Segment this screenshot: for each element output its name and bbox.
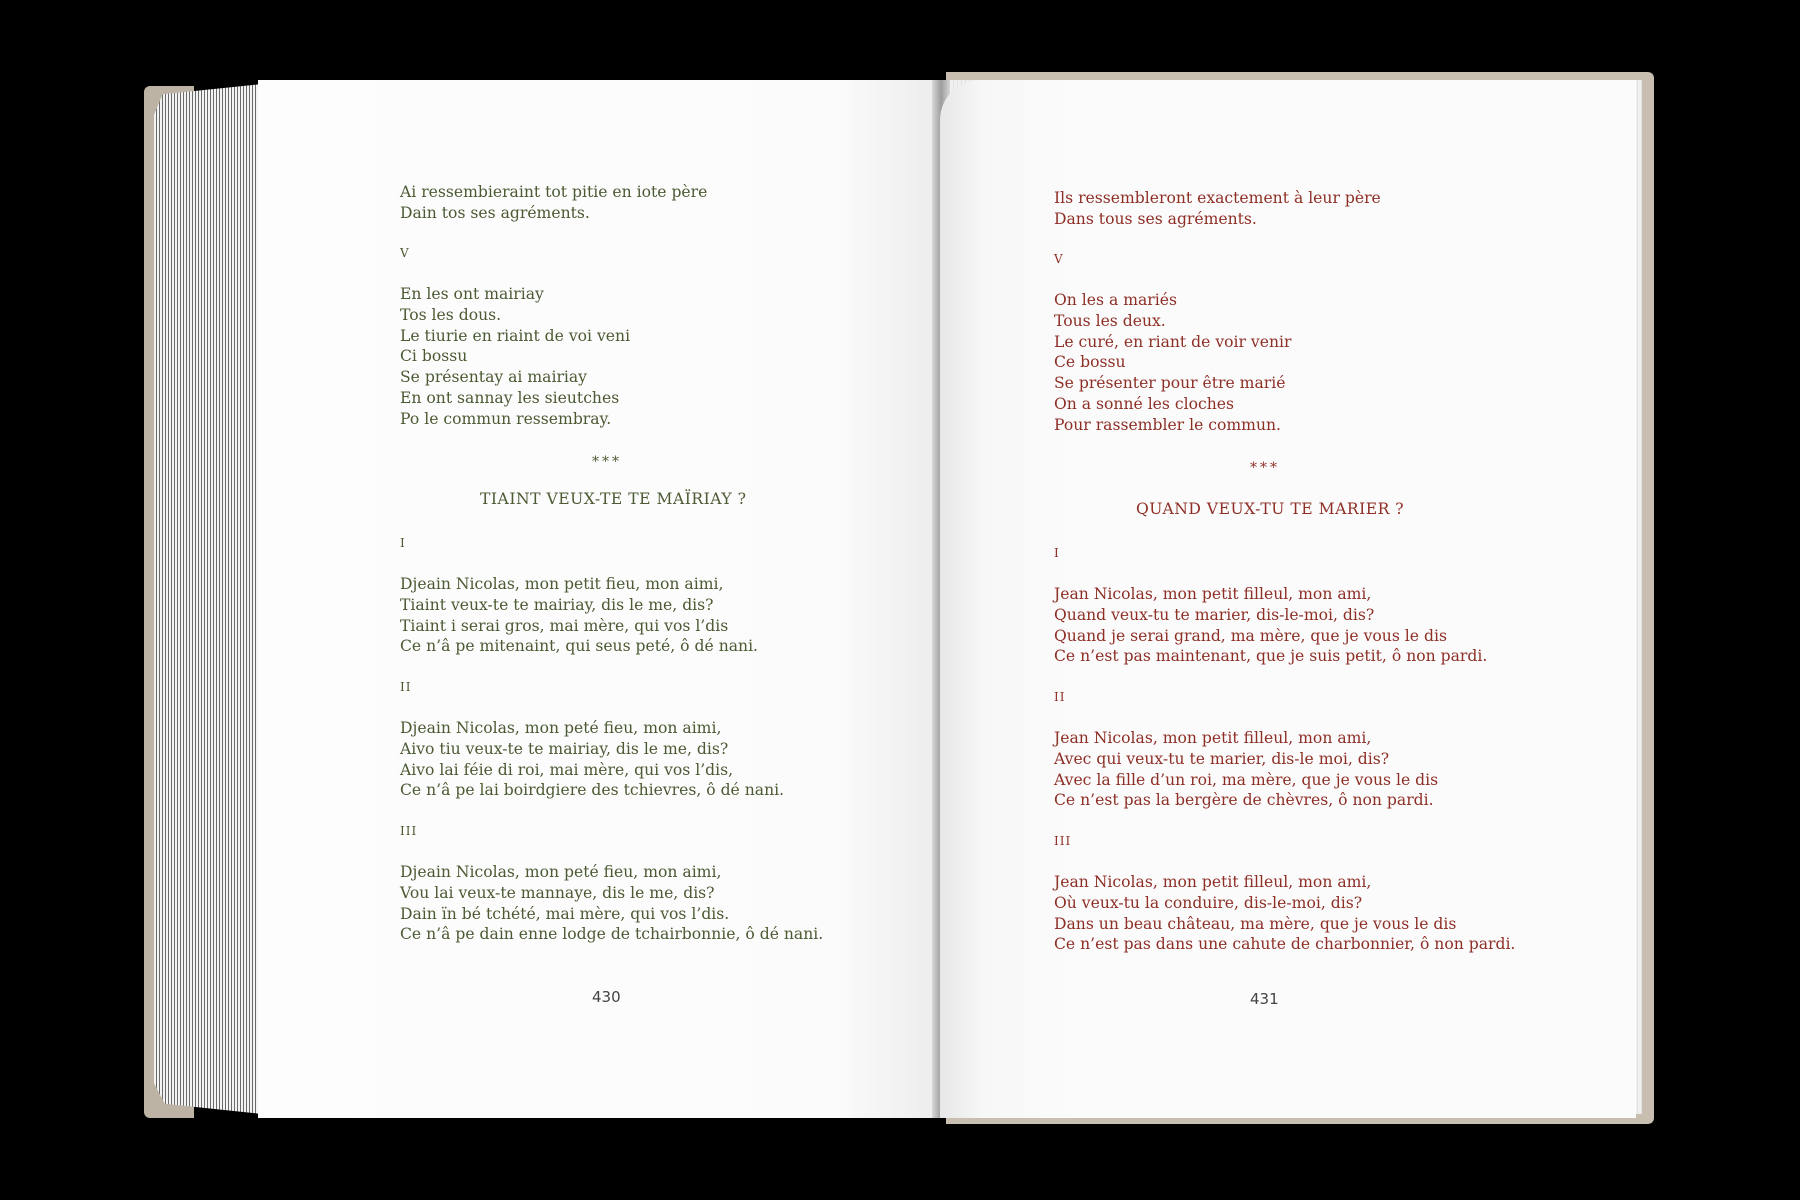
page-number: 430 bbox=[592, 988, 621, 1006]
stanza-label: I bbox=[1054, 546, 1060, 560]
left-stanza-1 bbox=[400, 574, 758, 657]
right-stanza-1 bbox=[1054, 584, 1487, 667]
text-line: Ce n’est pas maintenant, que je suis petit, ô non pardi. bbox=[1054, 647, 1488, 666]
text-line: Se présentay ai mairiay bbox=[400, 368, 587, 387]
text-line: Jean Nicolas, mon petit filleul, mon ami, bbox=[1054, 729, 1372, 747]
text-line: Ce bossu bbox=[1054, 353, 1126, 372]
right-page bbox=[940, 80, 1636, 1118]
text-line: Djeain Nicolas, mon peté fieu, mon aimi, bbox=[400, 719, 722, 737]
right-section-v bbox=[1054, 290, 1291, 436]
text-line: En ont sannay les sieutches bbox=[400, 388, 620, 407]
left-section-v bbox=[400, 284, 630, 430]
text-line: Jean Nicolas, mon petit filleul, mon ami, bbox=[1054, 585, 1372, 603]
text-line: Po le commun ressembray. bbox=[400, 409, 612, 428]
text-line: Vou lai veux-te mannaye, dis le me, dis? bbox=[400, 883, 715, 902]
text-line: Avec la fille d’un roi, ma mère, que je vous le dis bbox=[1054, 770, 1439, 789]
text-line: On a sonné les cloches bbox=[1054, 394, 1234, 413]
page-number: 431 bbox=[1250, 990, 1279, 1008]
separator: *** bbox=[592, 454, 622, 470]
text-line: Ce n’â pe lai boirdgiere des tchievres, ô dé nani. bbox=[400, 781, 785, 800]
text-line: Tiaint i serai gros, mai mère, qui vos l’dis bbox=[400, 616, 729, 635]
text-line: Dans tous ses agréments. bbox=[1054, 209, 1257, 228]
text-line: Ci bossu bbox=[400, 347, 468, 366]
text-line: Tiaint veux-te te mairiay, dis le me, dis? bbox=[400, 595, 714, 614]
text-line: Aivo lai féie di roi, mai mère, qui vos l’dis, bbox=[400, 760, 734, 779]
text-line: Ce n’â pe mitenaint, qui seus peté, ô dé nani. bbox=[400, 637, 759, 656]
text-line: Le curé, en riant de voir venir bbox=[1054, 332, 1292, 351]
text-line: Se présenter pour être marié bbox=[1054, 374, 1286, 393]
text-line: Tous les deux. bbox=[1054, 311, 1166, 330]
text-line: Ce n’â pe dain enne lodge de tchairbonnie, ô dé nani. bbox=[400, 925, 824, 944]
section-label: V bbox=[1054, 252, 1064, 266]
left-intro bbox=[400, 182, 707, 224]
separator: *** bbox=[1250, 460, 1280, 476]
right-intro bbox=[1054, 188, 1381, 230]
text-line: Ils ressembleront exactement à leur père bbox=[1054, 189, 1381, 207]
text-line: Aivo tiu veux-te te mairiay, dis le me, dis? bbox=[400, 739, 729, 758]
text-line: On les a mariés bbox=[1054, 291, 1177, 309]
left-stanza-3 bbox=[400, 862, 823, 945]
text-line: Quand je serai grand, ma mère, que je vous le dis bbox=[1054, 626, 1447, 645]
text-line: Quand veux-tu te marier, dis-le-moi, dis? bbox=[1054, 605, 1375, 624]
text-line: Djeain Nicolas, mon peté fieu, mon aimi, bbox=[400, 863, 722, 881]
text-line: Tos les dous. bbox=[400, 305, 502, 324]
song-title: QUAND VEUX-TU TE MARIER ? bbox=[1136, 500, 1405, 518]
right-stanza-2 bbox=[1054, 728, 1438, 811]
section-label: V bbox=[400, 246, 410, 260]
text-line: Jean Nicolas, mon petit filleul, mon ami, bbox=[1054, 873, 1372, 891]
stanza-label: I bbox=[400, 536, 406, 550]
text-line: Djeain Nicolas, mon petit fieu, mon aimi, bbox=[400, 575, 724, 593]
text-line: Où veux-tu la conduire, dis-le-moi, dis? bbox=[1054, 893, 1363, 912]
text-line: Le tiurie en riaint de voi veni bbox=[400, 326, 631, 345]
text-line: En les ont mairiay bbox=[400, 285, 544, 303]
text-line: Ce n’est pas la bergère de chèvres, ô non pardi. bbox=[1054, 791, 1434, 810]
text-line: Dain ïn bé tchété, mai mère, qui vos l’dis. bbox=[400, 904, 730, 923]
right-stanza-3 bbox=[1054, 872, 1515, 955]
text-line: Ce n’est pas dans une cahute de charbonnier, ô non pardi. bbox=[1054, 935, 1516, 954]
song-title: TIAINT VEUX-TE TE MAÏRIAY ? bbox=[480, 490, 747, 508]
stanza-label: II bbox=[400, 680, 412, 694]
text-line: Dain tos ses agréments. bbox=[400, 203, 590, 222]
stanza-label: III bbox=[1054, 834, 1072, 848]
page-block-left bbox=[154, 84, 262, 1114]
text-line: Dans un beau château, ma mère, que je vous le dis bbox=[1054, 914, 1457, 933]
stanza-label: II bbox=[1054, 690, 1066, 704]
left-stanza-2 bbox=[400, 718, 784, 801]
left-page bbox=[258, 80, 940, 1118]
text-line: Ai ressembieraint tot pitie en iote père bbox=[400, 183, 708, 201]
text-line: Pour rassembler le commun. bbox=[1054, 415, 1281, 434]
text-line: Avec qui veux-tu te marier, dis-le moi, dis? bbox=[1054, 749, 1390, 768]
stanza-label: III bbox=[400, 824, 418, 838]
